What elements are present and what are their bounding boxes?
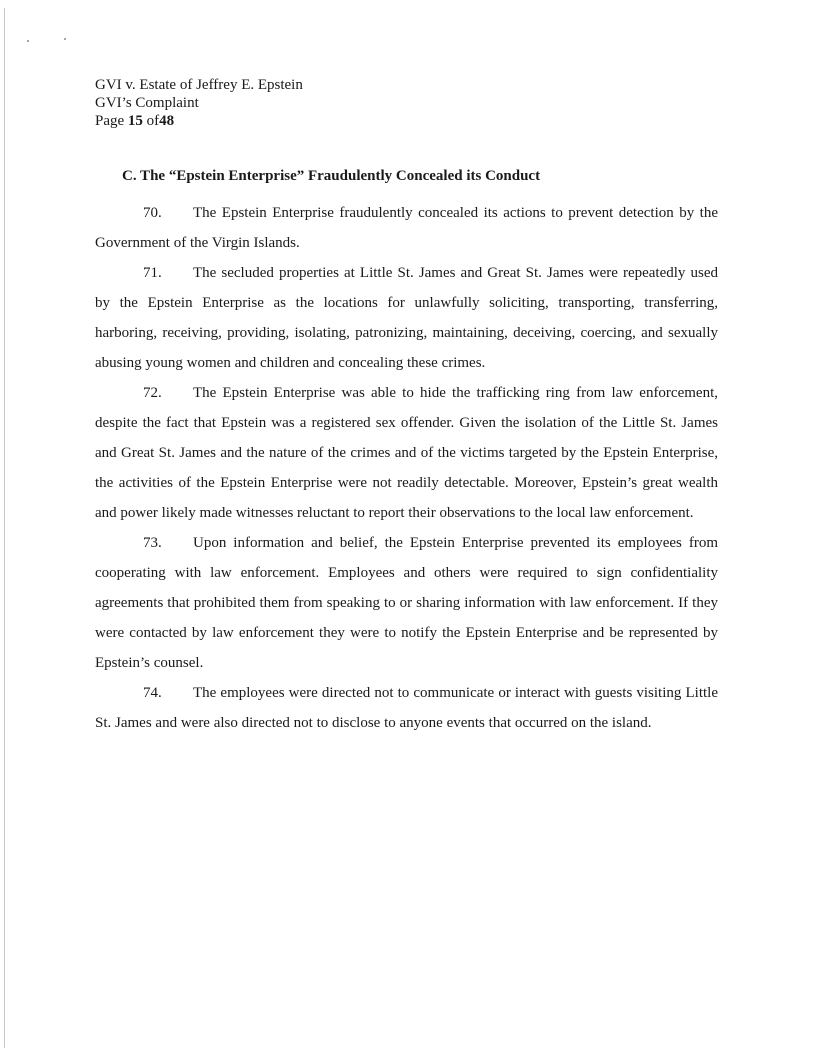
section-heading: C. The “Epstein Enterprise” Fraudulently Concealed its Conduct (122, 168, 541, 184)
paragraph-number: 71. (143, 265, 162, 281)
page-of: of (146, 113, 160, 129)
case-title: GVI v. Estate of Jeffrey E. Epstein (95, 77, 303, 93)
page-prefix: Page (95, 113, 125, 129)
document-name: GVI’s Complaint (95, 95, 199, 111)
scan-speck (64, 38, 66, 40)
page-indicator (95, 112, 303, 130)
paragraph-number: 70. (143, 205, 162, 221)
document-header (95, 76, 303, 130)
scan-speck (27, 40, 29, 42)
paragraph-70 (95, 198, 718, 258)
page-total: 48 (159, 113, 175, 129)
paragraph-72 (95, 378, 718, 528)
document-body (95, 198, 718, 738)
paragraph-text: The Epstein Enterprise was able to hide the trafficking ring from law enforcement, despite the fact that Epstein was a registered sex offender. Given the isolation of the Little St. James and Great St. James and the nature of the crimes and of the victims targeted by the Epstein Enterprise, the activities of the Epstein Enterprise were not readily detectable. Moreover, Epstein’s great wealth and power likely made witnesses reluctant to report their observations to the local law enforcement. (95, 385, 718, 521)
page-current: 15 (127, 113, 143, 129)
paragraph-73 (95, 528, 718, 678)
paragraph-text: The employees were directed not to communicate or interact with guests visiting Little St. James and were also directed not to disclose to anyone events that occurred on the island. (95, 685, 718, 731)
paragraph-number: 72. (143, 385, 162, 401)
paragraph-text: Upon information and belief, the Epstein Enterprise prevented its employees from cooperating with law enforcement. Employees and others were required to sign confidentiality agreements that prohibited them from speaking to or sharing information with law enforcement. If they were contacted by law enforcement they were to notify the Epstein Enterprise and be represented by Epstein’s counsel. (95, 535, 718, 671)
paragraph-number: 73. (143, 535, 162, 551)
paragraph-text: The Epstein Enterprise fraudulently concealed its actions to prevent detection by the Government of the Virgin Islands. (95, 205, 718, 251)
paragraph-text: The secluded properties at Little St. James and Great St. James were repeatedly used by the Epstein Enterprise as the locations for unlawfully soliciting, transporting, transferring, harboring, receiving, providing, isolating, patronizing, maintaining, deceiving, coercing, and sexually abusing young women and children and concealing these crimes. (95, 265, 718, 371)
paragraph-71 (95, 258, 718, 378)
paragraph-number: 74. (143, 685, 162, 701)
scan-edge-line (4, 8, 5, 1048)
paragraph-74 (95, 678, 718, 738)
